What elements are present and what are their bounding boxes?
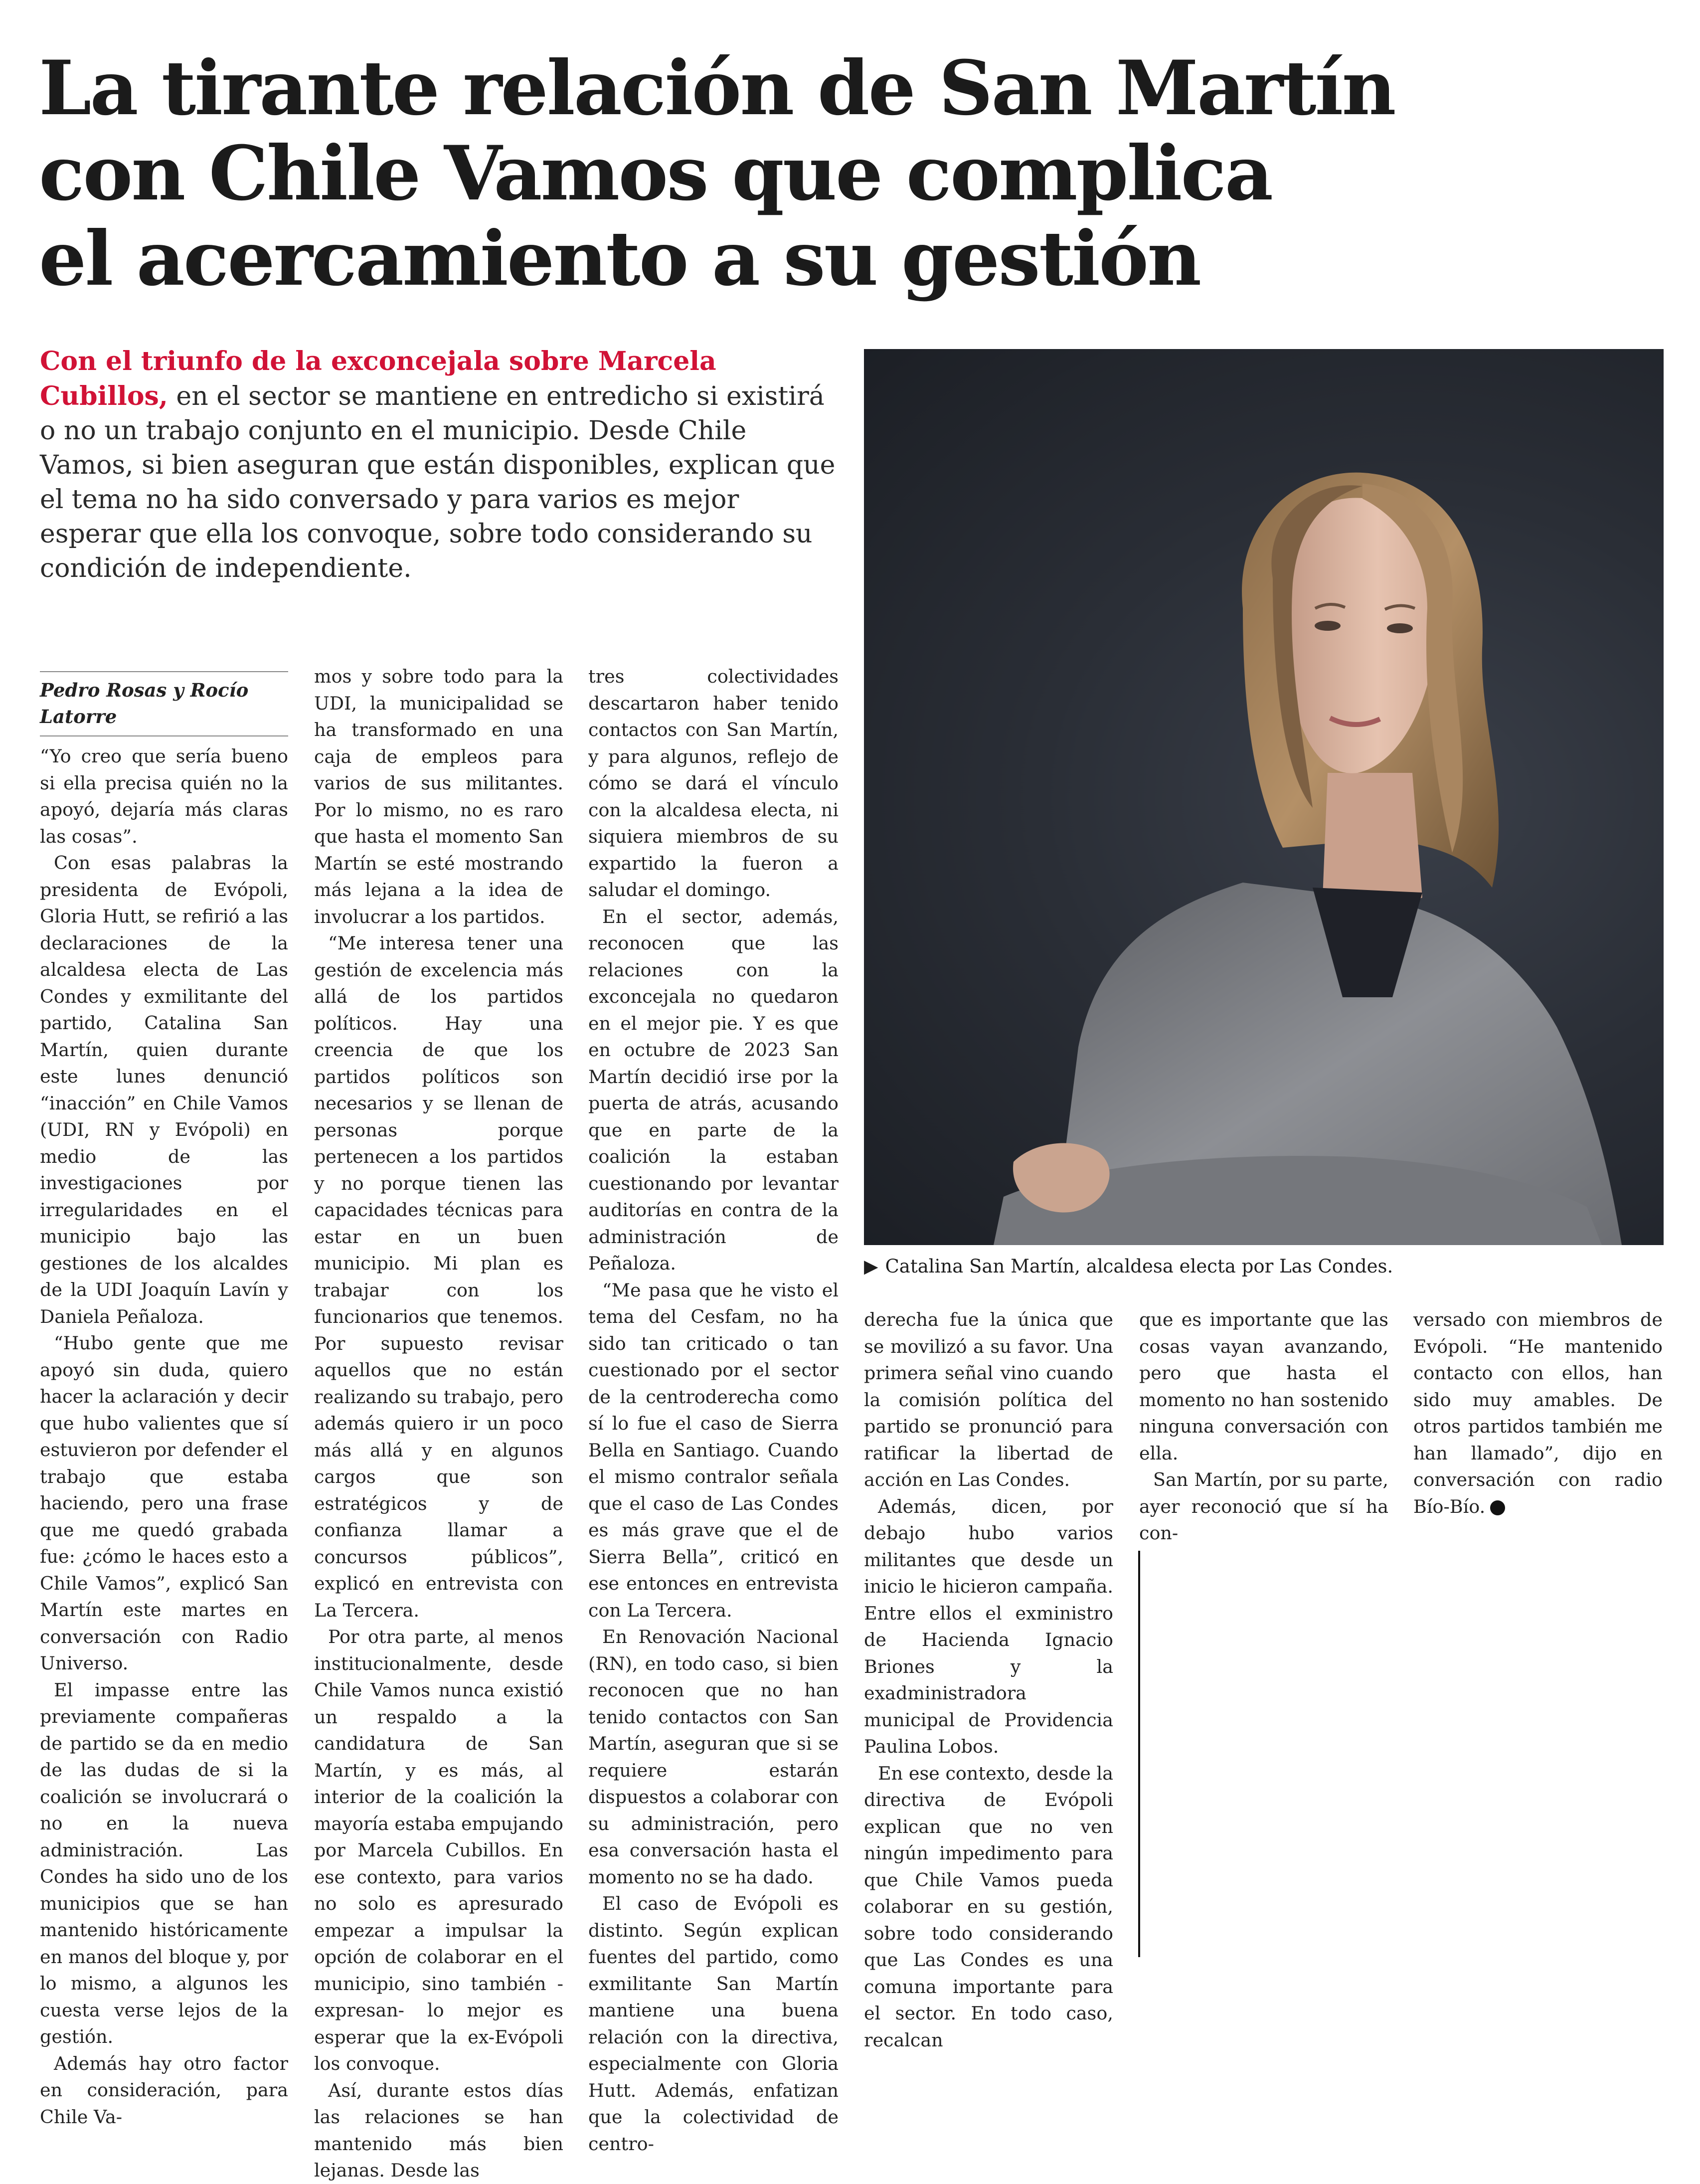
- body-paragraph: “Hubo gente que me apoyó sin duda, quiero hacer la aclaración y decir que hubo valientes que sí estuvieron por defender el trabajo que estaba haciendo, pero una frase que me quedó grabada fue: ¿cómo le haces esto a Chile Vamos”, explicó San Martín este martes en conversación con Radio Universo.: [40, 1332, 288, 1674]
- body-column-6: [1413, 1306, 1663, 1520]
- body-paragraph: San Martín, por su parte, ayer reconoció que sí ha con-: [1139, 1469, 1388, 1544]
- photo-caption: [864, 1256, 1664, 1277]
- caption-marker-icon: ▶: [864, 1256, 878, 1277]
- body-paragraph: “Me pasa que he visto el tema del Cesfam, no ha sido tan criticado o tan cuestionado por el sector de la centroderecha como sí lo fue el caso de Sierra Bella en Santiago. Cuando el mismo contralor señala que el caso de Las Condes es más grave que el de Sierra Bella”, criticó en ese entonces en entrevista con La Tercera.: [588, 1279, 839, 1621]
- body-paragraph: tres colectividades descartaron haber tenido contactos con San Martín, y para algunos, reflejo de cómo se dará el vínculo con la alcaldesa electa, ni siquiera miembros de su expartido la fueron a saludar el domingo.: [588, 666, 839, 901]
- body-column-1: [40, 743, 288, 2130]
- body-paragraph: “Yo creo que sería bueno si ella precisa quién no la apoyó, dejaría más claras las cosas”.: [40, 745, 288, 847]
- body-paragraph: Por otra parte, al menos institucionalmente, desde Chile Vamos nunca existió un respaldo a la candidatura de San Martín, y es más, al interior de la coalición la mayoría estaba empujando por Marcela Cubillos. En ese contexto, para varios no solo es apresurado empezar a impulsar la opción de colaborar en el municipio, sino también -expresan- lo mejor es esperar que la ex-Evópoli los convoque.: [314, 1626, 563, 2074]
- body-paragraph: que es importante que las cosas vayan avanzando, pero que hasta el momento no han sostenido ninguna conversación con ella.: [1139, 1309, 1388, 1464]
- body-paragraph: Con esas palabras la presidenta de Evópoli, Gloria Hutt, se refirió a las declaraciones de la alcaldesa electa de Las Condes y exmilitante del partido, Catalina San Martín, quien durante este lunes denunció “inacción” en Chile Vamos (UDI, RN y Evópoli) en medio de las investigaciones por irregularidades en el municipio bajo las gestiones de los alcaldes de la UDI Joaquín Lavín y Daniela Peñaloza.: [40, 852, 288, 1327]
- byline-top-rule: [40, 671, 288, 672]
- body-column-2: [314, 663, 563, 2184]
- caption-text: Catalina San Martín, alcaldesa electa por Las Condes.: [885, 1256, 1393, 1277]
- body-paragraph: “Me interesa tener una gestión de excelencia más allá de los partidos políticos. Hay una creencia de que los partidos políticos son necesarios y se llenan de personas porque pertenecen a los partidos y no porque tienen las capacidades técnicas para estar en un buen municipio. Mi plan es trabajar con los funcionarios que tenemos. Por supuesto revisar aquellos que no están realizando su trabajo, pero además quiero ir un poco más allá y en algunos cargos que son estratégicos y de confianza llamar a concursos públicos”, explicó en entrevista con La Tercera.: [314, 932, 563, 1621]
- headline-line: La tirante relación de San Martín: [39, 44, 1395, 132]
- headline-line: con Chile Vamos que complica: [39, 130, 1272, 217]
- body-paragraph: En el sector, además, reconocen que las relaciones con la exconcejala no quedaron en el mejor pie. Y es que en octubre de 2023 San Martín decidió irse por la puerta de atrás, acusando que en parte de la coalición la estaban cuestionando por levantar auditorías en contra de la administración de Peñaloza.: [588, 906, 839, 1274]
- lead-text: en el sector se mantiene en entredicho si existirá o no un trabajo conjunto en el municipio. Desde Chile Vamos, si bien aseguran que están disponibles, explican que el tema no ha sido conversado y para varios es mejor esperar que ella los convoque, sobre todo considerando su condición de independiente.: [40, 381, 836, 583]
- body-text: versado con miembros de Evópoli. “He mantenido contacto con ellos, han sido muy amables. De otros partidos también me han llamado”, dijo en conversación con radio Bío-Bío.: [1413, 1309, 1663, 1517]
- body-column-3: [588, 663, 839, 2157]
- body-paragraph: Además, dicen, por debajo hubo varios militantes que desde un inicio le hicieron campaña. Entre ellos el exministro de Hacienda Ignacio Briones y la exadministradora municipal de Providencia Paulina Lobos.: [864, 1495, 1113, 1757]
- body-paragraph: Además hay otro factor en consideración, para Chile Va-: [40, 2052, 288, 2128]
- body-paragraph: [1413, 1306, 1663, 1520]
- portrait-illustration: [864, 349, 1664, 1245]
- lead-highlight: Con el triunfo de la exconcejala sobre Marcela Cubillos,: [40, 346, 716, 411]
- body-paragraph: El caso de Evópoli es distinto. Según explican fuentes del partido, como exmilitante San Martín mantiene una buena relación con la directiva, especialmente con Gloria Hutt. Además, enfatizan que la colectividad de centro-: [588, 1893, 839, 2155]
- headline: [39, 44, 1395, 303]
- lead-paragraph: [40, 344, 838, 586]
- body-column-4: [864, 1306, 1113, 2053]
- body-paragraph: En Renovación Nacional (RN), en todo caso, si bien reconocen que no han tenido contactos con San Martín, aseguran que si se requiere estarán dispuestos a colaborar con su administración, pero esa conversación hasta el momento no se ha dado.: [588, 1626, 839, 1888]
- byline-bottom-rule: [40, 735, 288, 736]
- column-divider: [1138, 1551, 1140, 1957]
- byline: Pedro Rosas y Rocío Latorre: [40, 679, 249, 728]
- body-paragraph: mos y sobre todo para la UDI, la municipalidad se ha transformado en una caja de empleos para varios de sus militantes. Por lo mismo, no es raro que hasta el momento San Martín se esté mostrando más lejana a la idea de involucrar a los partidos.: [314, 666, 563, 927]
- headline-line: el acercamiento a su gestión: [39, 215, 1200, 303]
- body-paragraph: derecha fue la única que se movilizó a su favor. Una primera señal vino cuando la comisión política del partido se pronunció para ratificar la libertad de acción en Las Condes.: [864, 1309, 1113, 1490]
- body-paragraph: Así, durante estos días las relaciones se han mantenido más bien lejanas. Desde las: [314, 2079, 563, 2181]
- end-of-article-icon: [1490, 1500, 1505, 1515]
- article-photo: [864, 349, 1664, 1245]
- body-column-5: [1139, 1306, 1388, 1547]
- body-paragraph: El impasse entre las previamente compañeras de partido se da en medio de las dudas de si la coalición se involucrará o no en la nueva administración. Las Condes ha sido uno de los municipios que se han mantenido históricamente en manos del bloque y, por lo mismo, a algunos les cuesta verse lejos de la gestión.: [40, 1679, 288, 2047]
- body-paragraph: En ese contexto, desde la directiva de Evópoli explican que no ven ningún impedimento para que Chile Vamos pueda colaborar en su gestión, sobre todo considerando que Las Condes es una comuna importante para el sector. En todo caso, recalcan: [864, 1762, 1113, 2051]
